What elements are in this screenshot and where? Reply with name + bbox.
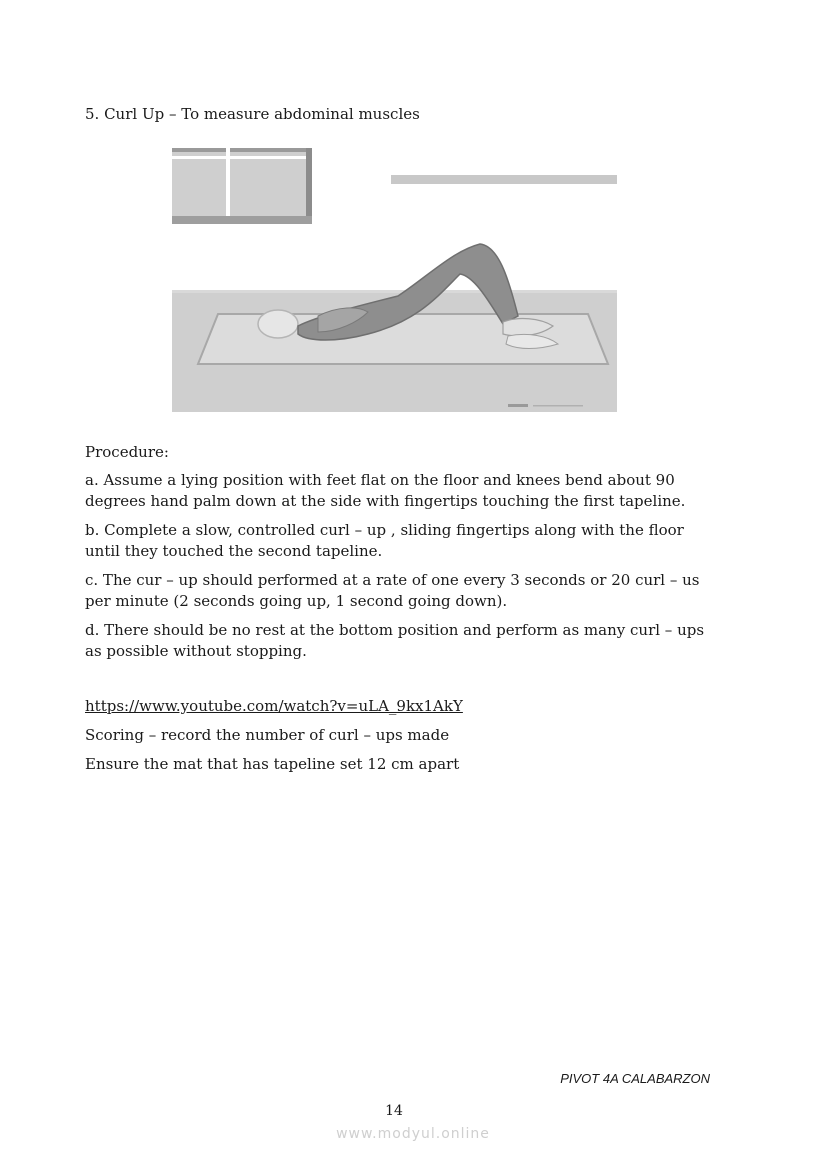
procedure-step-b: b. Complete a slow, controlled curl – up , sliding fingertips along with the floor until they touched the second tapeline.: [85, 521, 684, 560]
procedure-step-a: a. Assume a lying position with feet flat on the floor and knees bend about 90 degrees hand palm down at the side with fingertips touching the first tapeline.: [85, 471, 686, 510]
scoring-text: Scoring – record the number of curl – ups made: [85, 726, 450, 744]
page-number: 14: [385, 1103, 403, 1119]
window-graphic: [172, 148, 312, 224]
ensure-text: Ensure the mat that has tapeline set 12 cm apart: [85, 755, 460, 773]
footer-label: PIVOT 4A CALABARZON: [560, 1071, 710, 1086]
procedure-step-d: d. There should be no rest at the bottom position and perform as many curl – ups as possible without stopping.: [85, 621, 705, 660]
procedure-title: Procedure:: [85, 443, 169, 461]
watermark: www.modyul.online: [336, 1126, 490, 1142]
shelf-graphic: [391, 175, 617, 184]
curl-up-illustration: [168, 146, 620, 414]
video-link[interactable]: https://www.youtube.com/watch?v=uLA_9kx1AkY: [85, 697, 463, 715]
procedure-step-c: c. The cur – up should performed at a rate of one every 3 seconds or 20 curl – us per minute (2 seconds going up, 1 second going down).: [85, 571, 700, 610]
section-heading: 5. Curl Up – To measure abdominal muscles: [85, 105, 420, 123]
